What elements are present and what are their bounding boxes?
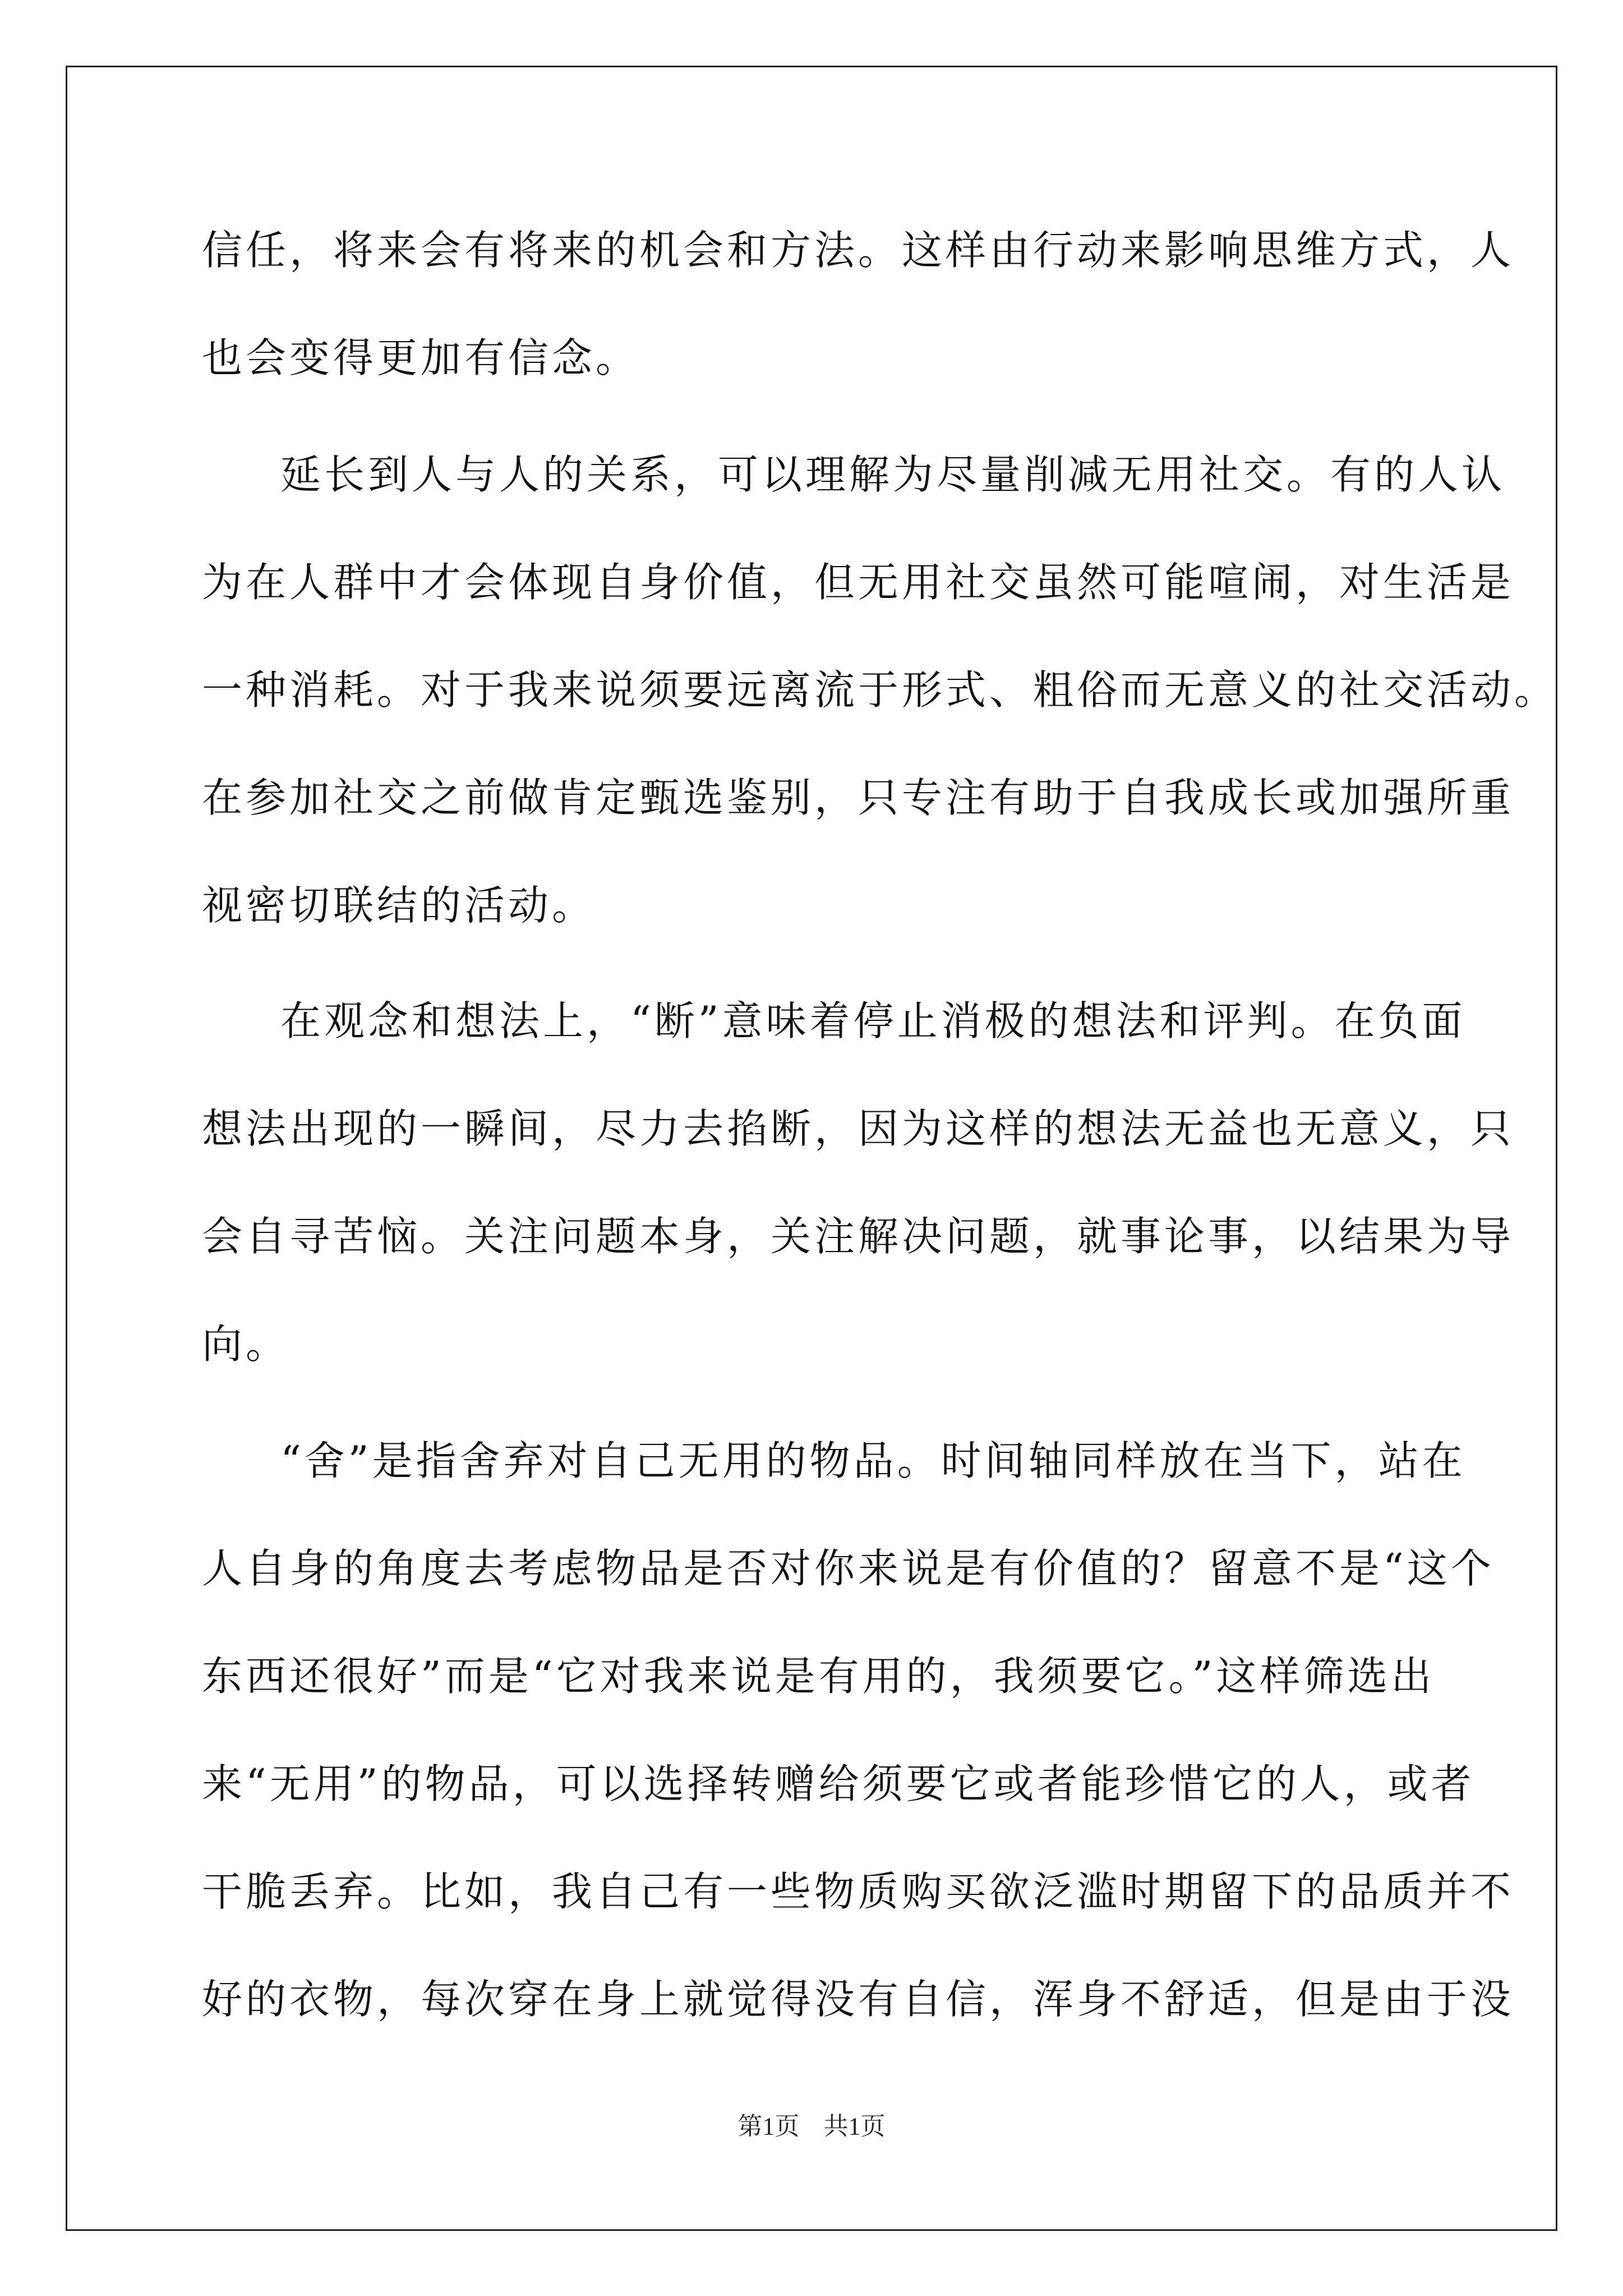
page-total: 共1页 — [823, 2113, 886, 2140]
text-line: 在参加社交之前做肯定甄选鉴别，只专注有助于自我成长或加强所重 — [202, 774, 1515, 821]
text-line: 在观念和想法上，“断”意味着停止消极的想法和评判。在负面 — [280, 997, 1466, 1045]
text-line: 也会变得更加有信念。 — [202, 334, 640, 381]
text-line: 向。 — [202, 1320, 290, 1368]
text-line: 好的衣物，每次穿在身上就觉得没有自信，浑身不舒适，但是由于没 — [202, 1976, 1515, 2023]
text-line: 视密切联结的活动。 — [202, 882, 596, 929]
text-line: 会自寻苦恼。关注问题本身，关注解决问题，就事论事，以结果为导 — [202, 1213, 1515, 1260]
page-number: 第1页 — [737, 2113, 800, 2140]
text-line: 一种消耗。对于我来说须要远离流于形式、粗俗而无意义的社交活动。 — [202, 666, 1559, 714]
text-line: 东西还很好”而是“它对我来说是有用的，我须要它。”这样筛选出 — [202, 1653, 1435, 1700]
text-line: 来“无用”的物品，可以选择转赠给须要它或者能珍惜它的人，或者 — [202, 1760, 1475, 1807]
text-line: 延长到人与人的关系，可以理解为尽量削减无用社交。有的人认 — [280, 451, 1506, 498]
text-line: 为在人群中才会体现自身价值，但无用社交虽然可能喧闹，对生活是 — [202, 559, 1515, 606]
text-line: 干脆丢弃。比如，我自己有一些物质购买欲泛滥时期留下的品质并不 — [202, 1868, 1515, 1915]
text-line: 信任，将来会有将来的机会和方法。这样由行动来影响思维方式，人 — [202, 227, 1515, 274]
text-line: 人自身的角度去考虑物品是否对你来说是有价值的？留意不是“这个 — [202, 1545, 1495, 1592]
page-footer — [0, 2111, 1623, 2142]
text-line: “舍”是指舍弃对自己无用的物品。时间轴同样放在当下，站在 — [280, 1437, 1466, 1484]
text-line: 想法出现的一瞬间，尽力去掐断，因为这样的想法无益也无意义，只 — [202, 1105, 1515, 1152]
